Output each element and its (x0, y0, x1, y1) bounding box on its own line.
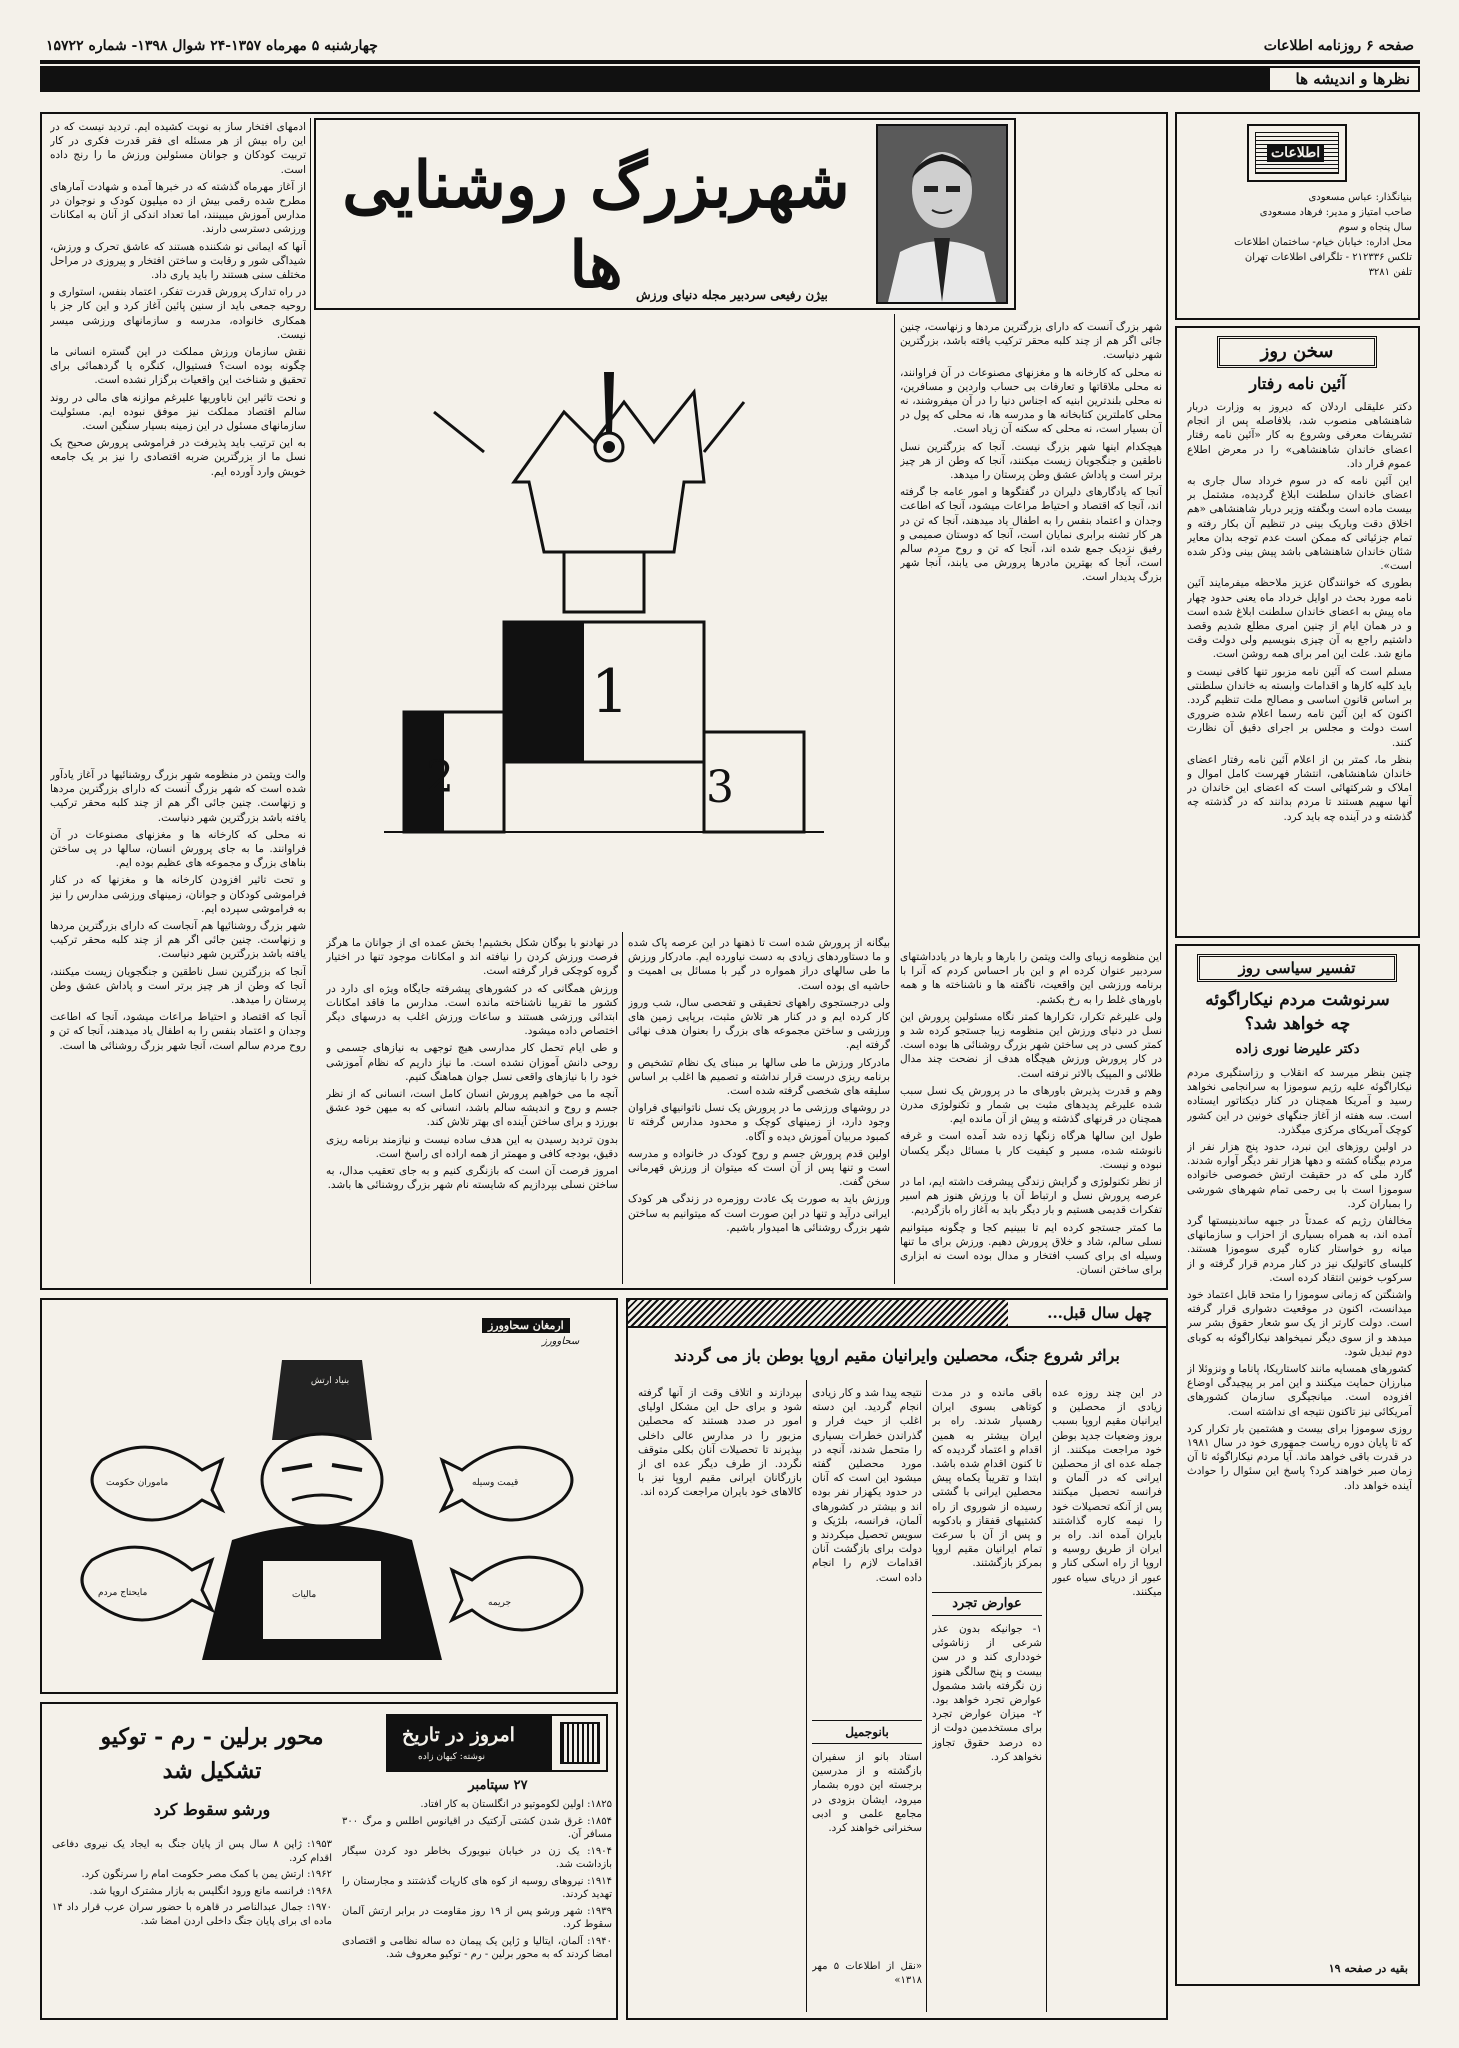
cartoon-signature: سحاوورز (542, 1336, 580, 1347)
history-badge-icon (560, 1722, 600, 1764)
masthead (1175, 112, 1420, 320)
section-title: نظرها و اندیشه ها (1295, 70, 1410, 88)
chehel-panel (626, 1298, 1168, 2020)
history-date: ۲۷ سپتامبر (468, 1778, 528, 1793)
founder: بنیانگذار: عباس مسعودی (1308, 192, 1412, 203)
chehel-source: «نقل از اطلاعات ۵ مهر ۱۳۱۸» (812, 1961, 922, 1987)
sokhan-heading: سخن روز (1217, 336, 1377, 368)
page-info: صفحه ۶ روزنامه اطلاعات (1263, 38, 1414, 54)
chehel-col-1: در این چند روزه عده زیادی از محصلین و ایرانیان مقیم اروپا بسبب بروز وضعیات جدید بوطن خود مراجعت میکنند. از جمله عده ای از محصلین ایرانی که در آلمان و فرانسه تحصیل میکنند پس از آنکه تحصیلات خود را نیمه کاره گذاشتند بایران آمده اند. راه بر ایران از طریق روسیه و اروپا از راه اسکی کنار و عبور از دریای سیاه عبور میکنند. (1052, 1387, 1162, 1598)
tafsir-author: دکتر علیرضا نوری زاده (1235, 1042, 1360, 1057)
feature-title: شهربزرگ روشنایی ها (342, 148, 850, 303)
chehel-subheading: عوارض تجرد (932, 1592, 1042, 1616)
svg-text:3: 3 (706, 762, 734, 813)
owner: صاحب امتیاز و مدیر: فرهاد مسعودی (1259, 207, 1412, 218)
chehel-col-3: نتیجه پیدا شد و کار زیادی انجام گردید. این دسته اغلب از حیث فرار و گذراندن خطرات بسیاری را متحمل شدند، آنچه در مورد محصلین گفته میشود این است که آنان در حدود یکهزار نفر بوده اند و بیشتر در کشورهای آلمان، فرانسه، بلژیک و سویس تحصیل میکردند و دولت برای بازگشت آنان اقدامات لازم را انجام داده است. (812, 1387, 922, 1584)
cartoon-drawing (62, 1340, 602, 1680)
tafsir-continued: بقیه در صفحه ۱۹ (1328, 1962, 1408, 1975)
cartoon-tag-5: جریمه (488, 1598, 512, 1608)
history-events-left: ۱۹۵۳: ژاپن ۸ سال پس از پایان جنگ به ایجاد یک نیروی دفاعی اقدام کرد. ۱۹۶۲: ارتش یمن با کمک مصر حکومت امام را سرنگون کرد. ۱۹۶۸: فرانسه مانع ورود انگلیس به بازار مشترک اروپا شد. ۱۹۷۰: جمال عبدالناصر در قاهره با حضور سران عرب قرار داد ۱۴ ماده ای برای پایان جنگ داخلی اردن امضا شد. (52, 1839, 332, 1927)
sokhan-rooz (1175, 326, 1420, 938)
tafsir (1175, 944, 1420, 1986)
svg-text:2: 2 (426, 752, 454, 803)
chehel-sub-body-2: استاد بانو از سفیران بازگشته و از مدرسین برجسته این دوره بشمار میرود، ایشان بزودی در مجامع علمی و ادبی سخنرانی خواهند کرد. (812, 1751, 922, 1835)
cartoon-tag-1: ماموران حکومت (106, 1478, 169, 1488)
cartoon-tag-3: مالیات (292, 1590, 317, 1600)
year: سال پنجاه و سوم (1338, 222, 1412, 233)
history-badge-sub: نوشته: کیهان زاده (418, 1752, 486, 1762)
issue-date: چهارشنبه ۵ مهرماه ۱۳۵۷-۲۴ شوال ۱۳۹۸- شماره ۱۵۷۲۲ (46, 38, 378, 54)
history-badge (386, 1714, 608, 1772)
phone: تلفن ۳۲۸۱ (1368, 267, 1412, 278)
section-bar (40, 66, 1420, 92)
feature-col-2: بیگانه از پرورش شده است تا ذهنها در این عرصه پاک شده و ما دستاوردهای زیادی به دست نیاورده ایم. مادرکار ورزش ما طی سالهای دراز همواره در گیر با مسائل بی اهمیت و حاشیه ای بوده است. ولی درجستجوی راههای تحقیقی و تفحصی سال، شب وروز کار کرده ایم و در کنار هر تلاش مثبت، برپایی زمین های ورزشی و ساختن مجموعه های بزرگ را بعنوان هدف نهائی گرفته ایم. مادرکار ورزش ما طی سالها بر مبنای یک نظام تشخیص و برنامه ریزی درست قرار نداشته و تصمیم ها اغلب بر اساس سلیقه های شخصی گرفته شده است. در روشهای ورزشی ما در پرورش یک نسل ناتوانیهای فراوان وجود دارد، از زمینهای کوچک و محدود مدارس گرفته تا کمبود مربیان آموزش دیده و آگاه. اولین قدم پرورش جسم و روح کودک در خانواده و مدرسه است و تنها پس از آن است که میتوان از ورزش قهرمانی سخن گفت. ورزش باید به صورت یک عادت روزمره در زندگی هر کودک ایرانی درآید و تنها در این صورت است که میتوانیم به ساختن شهر بزرگ روشنائی ها امیدوار باشیم. (628, 937, 890, 1234)
feature-article (40, 112, 1168, 1290)
history-headline-1: محور برلین - رم - توکیو (100, 1724, 324, 1750)
tafsir-body: چنین بنظر میرسد که انقلاب و رزاستگیری مردم نیکاراگوئه علیه رژیم سوموزا به سرانجامی نخواهد رسید و آمریکا همچنان در کنار دیکتاتور ایستاده است. سه هفته از آغاز جنگهای خونین در این کشور کوچک آمریکای مرکزی میگذرد. در اولین روزهای این نبرد، حدود پنج هزار نفر از مردم بیگناه کشته و دهها هزار نفر دیگر آواره شدند. گارد ملی که در حقیقت ارتش خصوصی خانواده سوموزا است با بی رحمی تمام شهرهای شورشی را بمباران کرد. مخالفان رژیم که عمدتاً در جبهه ساندینیستها گرد آمده اند، به همراه بسیاری از احزاب و سازمانهای میانه رو خواستار کناره گیری سوموزا هستند. کلیسای کاتولیک نیز در کنار مردم قرار گرفته و از سرکوب خونین انتقاد کرده است. واشنگتن که زمانی سوموزا را متحد قابل اعتماد خود میدانست، اکنون در موقعیت دشواری قرار گرفته است. دولت کارتر از یک سو شعار حقوق بشر سر میدهد و از سوی دیگر نمیخواهد نیکاراگوئه به کوبای دوم تبدیل شود. کشورهای همسایه مانند کاستاریکا، پاناما و ونزوئلا از مبارزان حمایت میکنند و این امر بر پیچیدگی اوضاع افزوده است. میانجیگری سازمان کشورهای آمریکائی نیز تاکنون نتیجه ای نداشته است. روزی سوموزا برای بیست و هشتمین بار تکرار کرد که تا پایان دوره ریاست جمهوری خود در سال ۱۹۸۱ در قدرت باقی خواهد ماند. آیا مردم نیکاراگوئه تا آن زمان صبر خواهند کرد؟ پاسخ این سئوال را حوادث آینده خواهد داد. (1187, 1067, 1412, 1492)
chehel-col-4: بپردازند و اتلاف وقت از آنها گرفته شود و برای حل این مشکل اولیای امور در صدد هستند که محصلین مزبور را در مدارس عالی داخلی بپذیرند تا تحصیلات آنان بکلی متوقف نگردد. از طرف دیگر عده ای از بازرگانان ایرانی مقیم اروپا نیز با کالاهای خود بایران مراجعت کرده اند. (638, 1387, 802, 1499)
cartoon-panel (40, 1298, 618, 1694)
author-photo (876, 124, 1008, 304)
tafsir-title-2: چه خواهد شد؟ (1244, 1014, 1351, 1034)
header-rule (40, 60, 1420, 64)
masthead-info (1187, 190, 1412, 318)
chehel-subheading-2: بانوجمیل (812, 1720, 922, 1744)
history-headline-2: تشکیل شد (162, 1758, 262, 1784)
telex: تلکس ۲۱۲۳۳۶ - تلگرافی اطلاعات تهران (1244, 252, 1412, 263)
feature-col-1: این منظومه زیبای والت ویتمن را بارها و بارها در یادداشتهای سردبیر عنوان کرده ام و این بار احساس کردم که آنرا با برنامه ورزشی این واقعیت، ناگفته ها و ناشناخته ها و همه باورهای غلط را به رخ بکشم. ولی علیرغم تکرار، تکرارها کمتر نگاه مسئولین پرورش این نسل در دنیای ورزش این منظومه زیبا جستجو کرده شد و کمتر کسی در پی ساختن شهر بزرگ روشنائی ها بوده است. در کار پرورش ورزش هیچگاه هدف از نضحت چند مدال طلائی و المپیک بالاتر نرفته است. وهم و قدرت پذیرش باورهای ما در پرورش یک نسل سبب شده علیرغم پدیدهای مثبت بی شمار و تکنولوژی مدرن همچنان در قرنهای گذشته و پیش از آن مانده ایم. طول این سالها هرگاه زنگها زده شد آمده است و غرفه نانوشته شده، مسیر و کیفیت کار با مسائل دیگر یکسان نبوده و نیست. از نظر تکنولوژی و گرایش زندگی پیشرفت داشته ایم، اما در عرصه پرورش نسل و ارتباط آن با ورزش هنوز هم اسیر تفکرات قدیمی هستیم و بار دیگر باید به آغاز راه بازگردیم. ما کمتر جستجو کرده ایم تا ببینیم کجا و چگونه میتوانیم نسلی سالم، شاد و خلاق پرورش دهیم. ورزش برای ما تنها وسیله ای برای کسب افتخار و مدال بوده است نه ابزاری برای ساختن انسان. (900, 951, 1162, 1277)
cartoon-hat-text: بنیاد ارتش (310, 1376, 350, 1386)
masthead-logo (1247, 124, 1347, 182)
chehel-headline: براثر شروع جنگ، محصلین وایرانیان مقیم اروپا بوطن باز می گردند (674, 1346, 1120, 1365)
history-events-right: ۱۸۲۵: اولین لکوموتیو در انگلستان به کار افتاد. ۱۸۵۴: غرق شدن کشتی آرکتیک در اقیانوس اطلس و مرگ ۳۰۰ مسافر آن. ۱۹۰۴: یک زن در خیابان نیویورک بخاطر دود کردن سیگار بازداشت شد. ۱۹۱۴: نیروهای روسیه از کوه های کارپات گذشتند و مجارستان را تهدید کردند. ۱۹۳۹: شهر ورشو پس از ۱۹ روز مقاومت در برابر ارتش آلمان سقوط کرد. ۱۹۴۰: آلمان، ایتالیا و ژاپن یک پیمان ده ساله نظامی و اقتصادی امضا کردند که به محور برلین - رم - توکیو معروف شد. (342, 1799, 612, 1960)
chehel-sub-body: ۱- جوانیکه بدون عذر شرعی از زناشوئی خودداری کند و در سن بیست و پنج سالگی هنوز زن نگرفته باشد مشمول عوارض تجرد خواهد بود. ۲- میزان عوارض تجرد برای مستخدمین دولت از ده درصد حقوق تجاوز نخواهد کرد. (932, 1623, 1042, 1763)
page-header (40, 34, 1420, 56)
history-badge-title: امروز در تاریخ (402, 1724, 515, 1746)
cartoon-tag-4: مایحتاج مردم (98, 1588, 148, 1598)
tafsir-title-1: سرنوشت مردم نیکاراگوئه (1205, 990, 1390, 1010)
sokhan-title: آئین نامه رفتار (1249, 374, 1346, 393)
feature-title-panel (314, 118, 1016, 310)
sokhan-body: دکتر علیقلی اردلان که دیروز به وزارت دربار شاهنشاهی منصوب شد، بلافاصله پس از انجام تشریفات معرفی وشروع به کار «آئین نامه رفتار اعضای خاندان شاهنشاهی» را در معرض اطلاع عموم قرار داد. این آئین نامه که در سوم خرداد سال جاری به اعضای خاندان سلطنت ابلاغ گردیده، مشتمل بر بیست ماده است وبگفته وزیر دربار شاهنشاهی «هم اخلاق دقت وباریک بینی در تنظیم آن بکار رفته و تمام جزئیاتی که ممکن است عدم توجه بدان معایر شئان خاندان شاهنشاهی باشد پیش بینی وذکر شده است». بطوری که خوانندگان عزیز ملاحظه میفرمایند آئین نامه مورد بحث در اوایل خرداد ماه یعنی حدود چهار ماه پیش به اعضای خاندان سلطنت ابلاغ شده است و در همان ایام از چنین امری مطلع شدیم وقصد داشتیم راجع به آن چیزی بنویسیم ولی دولت وقت مانع شد. علت این امر برای همه روشن است. مسلم است که آئین نامه مزبور تنها کافی نیست و باید کلیه کارها و اقدامات وابسته به خاندان سلطنتی بر اساس قانون اساسی و مصالح ملت تنظیم گردد. اکنون که این آئین نامه رسما اعلام شده ضروری است دولت و مجلس بر اجرای دقیق آن نظارت کنند. بنظر ما، کمتر بن از اعلام آئین نامه رفتار اعضای خاندان شاهنشاهی، انتشار فهرست کامل اموال و املاک و شرکتهائی است که اعضای این خاندان در آنها سهیم هستند تا مردم بدانند که در گذشته چه گذشته و در آینده چه باید کرد. (1187, 401, 1412, 823)
cartoon-label: ارمغان سحاوورز (482, 1318, 570, 1333)
feature-col-4: ادمهای افتخار ساز به نوبت کشیده ایم. تردید نیست که در این راه بیش از هر مسئله ای فقر قدرت فکری در کار تربیت کودکان و جوانان مسئولین ورزش ما را رنج داده است. از آغاز مهرماه گذشته که در خبرها آمده و شهادت آمارهای مطرح شده رقمی بیش از ده میلیون کودک و نوجوان در مدارس آموزش میبینند، اما تعداد اندکی از آنان به امکانات ورزشی دسترسی دارند. آنها که ایمانی نو شکننده هستند که عاشق تحرک و ورزش، شیداگی شور و رقابت و ساختن افتخار و پیروزی در مراحل مختلف سنی هستند را باید یاری داد. در راه تدارک پرورش قدرت تفکر، اعتماد بنفس، استواری و روحیه جمعی باید از سنین پائین آغاز کرد و این کار جز با همکاری خانواده، مدرسه و سازمانهای ورزشی میسر نیست. نقش سازمان ورزش مملکت در این گستره انسانی ما چگونه بوده است؟ فستیوال، کنگره یا گردهمائی برای تحقیق و شناخت این واقعیات برگزار نشده است. و نحت تاثیر این ناباوریها علیرغم موازنه های مالی در روند سالم اقتصاد مملکت نیز موفق نبوده ایم. مسئولیت سازمانهای مسئول در این زمینه بسیار سنگین است. به این ترتیب باید پذیرفت در فراموشی پرورش صحیح یک نسل ما از بزرگترین ضربه اقتصادی را نیز بر یک جامعه خویش وارد آورده ایم. (50, 121, 306, 478)
tafsir-heading: تفسیر سیاسی روز (1197, 954, 1397, 982)
podium-illustration (314, 332, 890, 928)
history-panel (40, 1702, 618, 2020)
history-headline-3: ورشو سقوط کرد (153, 1800, 271, 1819)
chehel-heading-bar (628, 1300, 1166, 1328)
feature-byline: بیژن رفیعی سردبیر مجله دنیای ورزش (636, 288, 828, 302)
chehel-col-2: باقی مانده و در مدت کوتاهی بسوی ایران رهسپار شدند. راه بر ایران بیشتر به همین اقدام و اعتماد گردیده که تا کنون اقدام شده باشد. ابتدا و تقریباً یکماه پیش محصلین ایرانی با گشتی رسیده از شوروی از راه کشتیهای قفقاز و بادکوبه و پس از آن با سرعت تمام ایرانیان مقیم اروپا بمرکز بازگشتند. (932, 1387, 1042, 1570)
logo-text: اطلاعات (1267, 144, 1324, 162)
address: محل اداره: خیابان خیام- ساختمان اطلاعات (1234, 237, 1412, 248)
feature-intro: شهر بزرگ آنست که دارای بزرگترین مردها و زنهاست، چنین جائی اگر هم از چند کلبه محقر ترکیب یافته باشد، بزرگترین شهر دنیاست. نه محلی که کارخانه ها و مغزنهای مصنوعات در آن فراوانند، نه محلی ملاقاتها و تعارفات بی حساب واردین و مسافرین، نه محلی بلندترین ابنیه که اجناس دنیا را در آن میفروشند، نه محلی کاملترین کتابخانه ها و مدرسه ها، نه محلی که پول در آن بسیار است، نه محلی که سکنه آن زیاد است. هیچکدام اینها شهر بزرگ نیست. آنجا که بزرگترین نسل ناطقین و جنگجویان زیست میکنند، آنجا که وطن از هر چیز برتر است و پاداش عشق وطن پرستان را میدهد. آنجا که یادگارهای دلیران در گفتگوها و امور عامه جا گرفته اند، آنجا که اقتصاد و احتیاط مراعات میشود، آنجا که اطاعت وجدان و اعتماد بنفس را به اطفال یاد میدهند، آنجا که تن در هر کار تشنه برابری نمایان است، آنجا که دوستان صمیمی و رفیق نزدیک جمع شده اند، آنجا که تن و روح مردم سالم است، آنجا که بهترین مادرها پرورش می یابند، آنجا شهر بزرگ پدیدار است. (900, 321, 1162, 584)
chehel-heading: چهل سال قبل... (1047, 1304, 1152, 1322)
feature-col-3: در نهادنو با بوگان شکل بخشیم! بخش عمده ای از جوانان ما هرگز فرصت ورزش کردن را نیافته اند و امکانات موجود تنها در اختیار گروه کوچکی قرار گرفته است. ورزش همگانی که در کشورهای پیشرفته جایگاه ویژه ای دارد در کشور ما تقریبا ناشناخته مانده است. مدارس ما فاقد امکانات ابتدائی ورزشی هستند و ساعات ورزش اغلب به درسهای دیگر اختصاص داده میشود. و طی ایام تحمل کار مدارسی هیچ توجهی به نیازهای جسمی و روحی دانش آموزان نشده است. ما نیاز داریم که نظام آموزشی خود را با نیازهای واقعی نسل جوان هماهنگ کنیم. آنچه ما می خواهیم پرورش انسان کامل است، انسانی که از نظر جسم و روح و اندیشه سالم باشد، انسانی که به میهن خود عشق بورزد و برای ساختن آینده ای بهتر تلاش کند. بدون تردید رسیدن به این هدف ساده نیست و نیازمند برنامه ریزی دقیق، بودجه کافی و مهمتر از همه اراده ای راسخ است. امروز فرصت آن است که بازنگری کنیم و به جای تعقیب مدال، به ساختن نسلی بپردازیم که شایسته نام شهر بزرگ روشنائی ها باشد. (326, 937, 618, 1192)
svg-text:1: 1 (590, 657, 629, 727)
cartoon-tag-2: قیمت وسیله (472, 1478, 519, 1488)
feature-col-5: والت ویتمن در منظومه شهر بزرگ روشنائیها در آغاز یادآور شده است که شهر بزرگ آنست که دارای بزرگترین مردها و زنهاست. چنین جائی اگر هم از چند کلبه محقر ترکیب یافته باشد بزرگترین شهر دنیاست. نه محلی که کارخانه ها و مغزنهای مصنوعات در آن فراوانند. ما به جای پرورش انسان، سالها در پی ساختن بناهای بزرگ و مجموعه های عظیم بوده ایم. و تحت تاثیر افزودن کارخانه ها و مغزنها که در کنار فراموشی کودکان و جوانان، زمینهای ورزشی مدارس را نیز به فراموشی سپرده ایم. شهر بزرگ روشنائیها هم آنجاست که دارای بزرگترین مردها و زنهاست. چنین جائی اگر هم از چند کلبه محقر ترکیب یافته باشد بزرگترین شهر دنیاست. آنجا که بزرگترین نسل ناطقین و جنگجویان زیست میکنند، آنجا که وطن از هر چیز برتر است و پاداش عشق وطن پرستان را میدهد. آنجا که اقتصاد و احتیاط مراعات میشود، آنجا که اطاعت وجدان و اعتماد بنفس را به اطفال یاد میدهند، آنجا که تن و روح مردم سالم است، آنجا شهر بزرگ روشنائی ها است. (50, 769, 306, 1052)
